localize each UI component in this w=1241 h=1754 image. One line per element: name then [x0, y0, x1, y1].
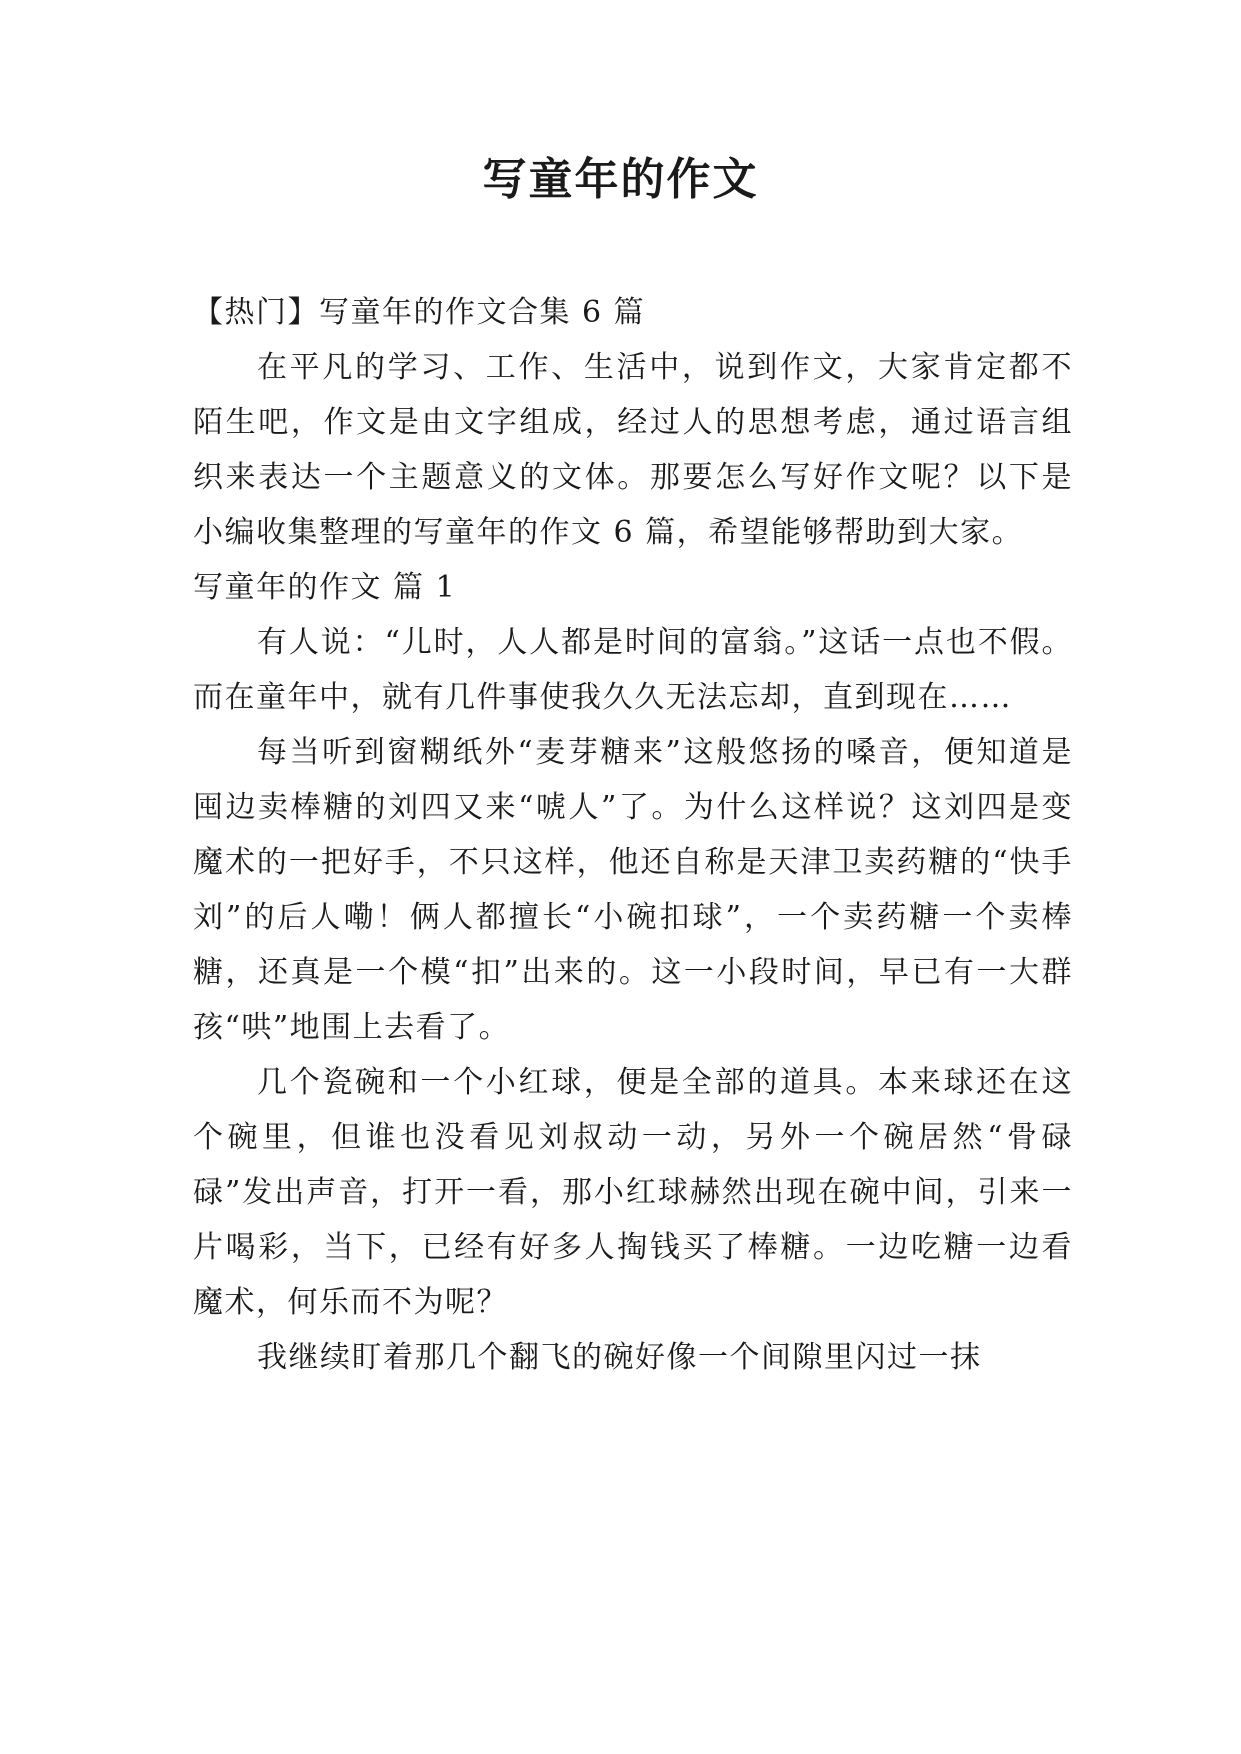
document-title: 写童年的作文: [482, 154, 759, 205]
body-paragraph: 我继续盯着那几个翻飞的碗好像一个间隙里闪过一抹: [257, 1340, 982, 1375]
body-paragraph: 每当听到窗糊纸外“麦芽糖来”这般悠扬的嗓音，便知道是囤边卖棒糖的刘四又来“唬人”了。为什么这样说？这刘四是变魔术的一把好手，不只这样，他还自称是天津卫卖药糖的“快手刘”的后人嘞！俩人都擅长“小碗扣球”，一个卖药糖一个卖棒糖，还真是一个模“扣”出来的。这一小段时间，早已有一大群孩“哄”地围上去看了。: [193, 735, 1073, 1045]
document-body: [193, 285, 1073, 1385]
intro-paragraph: 在平凡的学习、工作、生活中，说到作文，大家肯定都不陌生吧，作文是由文字组成，经过人的思想考虑，通过语言组织来表达一个主题意义的文体。那要怎么写好作文呢？以下是小编收集整理的写童年的作文 6 篇，希望能够帮助到大家。: [193, 350, 1073, 550]
document-subtitle: 【热门】写童年的作文合集 6 篇: [193, 295, 646, 330]
body-paragraph: 有人说：“儿时，人人都是时间的富翁。”这话一点也不假。而在童年中，就有几件事使我久久无法忘却，直到现在……: [193, 625, 1073, 715]
body-paragraph: 几个瓷碗和一个小红球，便是全部的道具。本来球还在这个碗里，但谁也没看见刘叔动一动，另外一个碗居然“骨碌碌”发出声音，打开一看，那小红球赫然出现在碗中间，引来一片喝彩，当下，已经有好多人掏钱买了棒糖。一边吃糖一边看魔术，何乐而不为呢？: [193, 1065, 1073, 1320]
section-heading: 写童年的作文 篇 1: [193, 570, 457, 605]
